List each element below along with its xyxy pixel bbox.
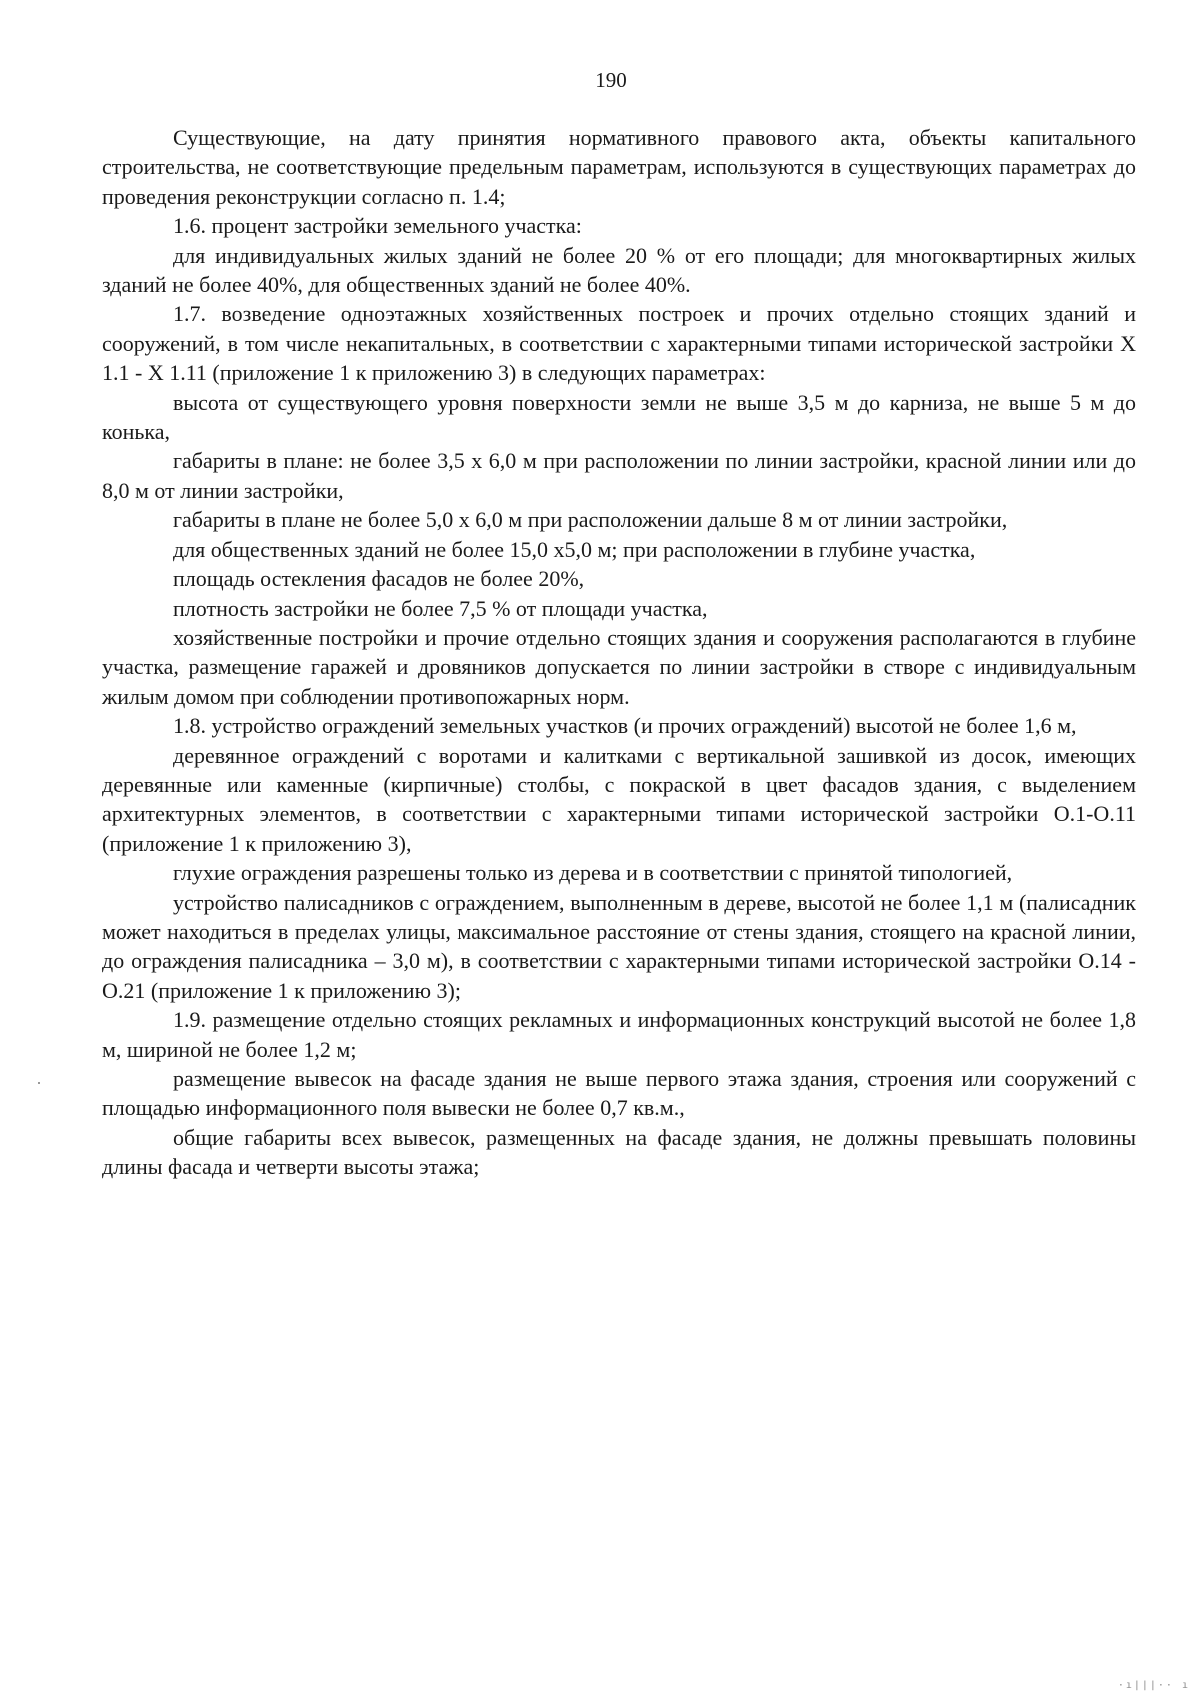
document-body: [102, 123, 1136, 1182]
paragraph-signboards: размещение вывесок на фасаде здания не выше первого этажа здания, строения или сооружений с площадью информационного поля вывески не более 0,7 кв.м.,: [102, 1066, 1136, 1121]
scan-speck: [38, 1082, 40, 1084]
paragraph-dimensions-far: габариты в плане не более 5,0 х 6,0 м при расположении дальше 8 м от линии застройки,: [173, 507, 1008, 533]
paragraph-1-8-fences: 1.8. устройство ограждений земельных участков (и прочих ограждений) высотой не более 1,6 м,: [173, 713, 1077, 739]
paragraph-1-7-heading: 1.7. возведение одноэтажных хозяйственных построек и прочих отдельно стоящих зданий и сооружений, в том числе некапитальных, в соответствии с характерными типами исторической застройки Х 1.1 - Х 1.11 (приложение 1 к приложению 3) в следующих параметрах:: [102, 301, 1136, 386]
paragraph-solid-fence: глухие ограждения разрешены только из дерева и в соответствии с принятой типологией,: [173, 860, 1013, 886]
paragraph-public-buildings: для общественных зданий не более 15,0 х5,0 м; при расположении в глубине участка,: [173, 536, 976, 562]
page-number: 190: [595, 68, 627, 92]
paragraph-front-gardens: устройство палисадников с ограждением, выполненным в дереве, высотой не более 1,1 м (палисадник может находиться в пределах улицы, максимальное расстояние от стены здания, стоящего на красной линии, до ограждения палисадника – 3,0 м), в соответствии с характерными типами исторической застройки О.14 - О.21 (приложение 1 к приложению 3);: [102, 889, 1136, 1003]
paragraph-wooden-fence: деревянное ограждений с воротами и калитками с вертикальной зашивкой из досок, имеющих деревянные или каменные (кирпичные) столбы, с покраской в цвет фасадов здания, с выделением архитектурных элементов, в соответствии с характерными типами исторической застройки О.1-О.11 (приложение 1 к приложению 3),: [102, 742, 1136, 856]
paragraph-density: плотность застройки не более 7,5 % от площади участка,: [173, 595, 708, 621]
paragraph-outbuildings: хозяйственные постройки и прочие отдельно стоящих здания и сооружения располагаются в глубине участка, размещение гаражей и дровяников допускается по линии застройки в створе с индивидуальным жилым домом при соблюдении противопожарных норм.: [102, 624, 1136, 709]
paragraph-existing-objects: Существующие, на дату принятия нормативного правового акта, объекты капитального строительства, не соответствующие предельным параметрам, используются в существующих параметрах до проведения реконструкции согласно п. 1.4;: [102, 125, 1136, 209]
paragraph-1-9-advertising: 1.9. размещение отдельно стоящих рекламных и информационных конструкций высотой не более 1,8 м, шириной не более 1,2 м;: [102, 1007, 1136, 1062]
paragraph-1-6-heading: 1.6. процент застройки земельного участка:: [173, 213, 582, 239]
paragraph-signboard-dimensions: общие габариты всех вывесок, размещенных на фасаде здания, не должны превышать половины длины фасада и четверти высоты этажа;: [102, 1124, 1136, 1180]
paragraph-glazing: площадь остекления фасадов не более 20%,: [173, 566, 585, 592]
paragraph-1-6-percent: для индивидуальных жилых зданий не более 20 % от его площади; для многоквартирных жилых зданий не более 40%, для общественных зданий не более 40%.: [102, 242, 1136, 298]
paragraph-height: высота от существующего уровня поверхности земли не выше 3,5 м до карниза, не выше 5 м до конька,: [102, 389, 1136, 445]
scan-edge-marks: ·ı|||·· ı: [1117, 1680, 1190, 1691]
paragraph-dimensions-line: габариты в плане: не более 3,5 х 6,0 м при расположении по линии застройки, красной линии или до 8,0 м от линии застройки,: [102, 448, 1136, 503]
